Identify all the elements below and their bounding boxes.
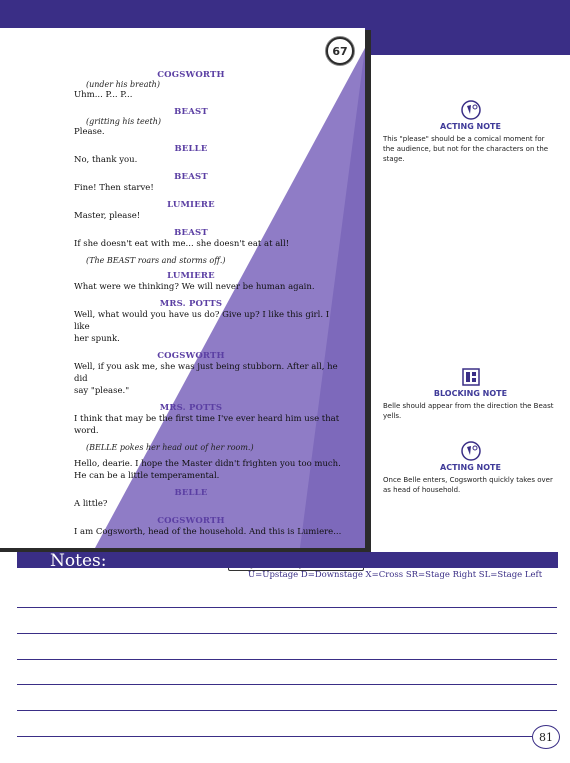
dialogue-line: If she doesn't eat with me... she doesn't eat at all! [74,239,290,249]
stage-direction: (under his breath) [86,80,160,89]
dialogue-line: Hello, dearie. I hope the Master didn't frighten you too much. [74,459,341,469]
notes-label: Notes: [50,551,107,571]
stage-direction: (BELLE pokes her head out of her room.) [86,443,254,452]
stage-direction: (gritting his teeth) [86,117,161,126]
note-line [17,633,557,634]
stage-blocking-icon [461,367,481,387]
dialogue-line: He can be a little temperamental. [74,471,220,481]
speaker-name: COGSWORTH [157,351,225,361]
script-text [74,70,344,538]
acting-note-1 [383,100,558,164]
stage-direction-legend: U=Upstage D=Downstage X=Cross SR=Stage Right SL=Stage Left [248,570,543,580]
note-title: ACTING NOTE [440,463,501,472]
dialogue-line: Please. [74,127,105,137]
note-line [17,684,557,685]
dialogue-line: Master, please! [74,211,141,221]
script-page-number: 67 [326,37,354,65]
script-page [0,28,365,548]
dialogue-line: Fine! Then starve! [74,183,154,193]
speaker-name: COGSWORTH [157,516,225,526]
dialogue-line: her spunk. [74,334,120,344]
note-body: This "please" should be a comical moment for the audience, but not for the characters on the stage. [383,135,549,163]
note-line [17,659,557,660]
speaker-name: BEAST [174,228,208,238]
dialogue-line: I think that may be the first time I've ever heard him use that word. [74,414,340,436]
dialogue-line: say "please." [74,386,130,396]
note-title: ACTING NOTE [440,122,501,131]
page-shadow [365,30,371,552]
note-body: Once Belle enters, Cogsworth quickly takes over as head of household. [383,476,553,494]
dialogue-line: Well, what would you have us do? Give up? I like this girl. I like [74,310,330,332]
note-body: Belle should appear from the direction the Beast yells. [383,402,554,420]
speaker-name: COGSWORTH [157,70,225,80]
speaker-name: LUMIERE [167,271,215,281]
stage-direction: (The BEAST roars and storms off.) [86,256,226,265]
speaker-name: LUMIERE [167,200,215,210]
speaker-name: MRS. POTTS [159,299,223,309]
blocking-note [383,367,558,421]
dialogue-line: I am Cogsworth, head of the household. And this is Lumiere... [74,527,342,537]
dialogue-line: Uhm... P... P... [74,90,133,100]
book-page-number: 81 [532,725,560,749]
speaker-name: BEAST [174,172,208,182]
dialogue-line: What were we thinking? We will never be human again. [74,282,315,292]
note-line [17,736,532,737]
dialogue-line: Well, if you ask me, she was just being stubborn. After all, he did [74,362,338,384]
note-line [17,607,557,608]
acting-mask-icon [461,441,481,461]
note-title: BLOCKING NOTE [433,389,508,398]
dialogue-line: A little? [74,499,108,509]
acting-note-2 [383,441,558,495]
dialogue-line: No, thank you. [74,155,138,165]
speaker-name: BEAST [174,107,208,117]
note-line [17,710,557,711]
speaker-name: BELLE [174,488,208,498]
speaker-name: MRS. POTTS [159,403,223,413]
speaker-name: BELLE [174,144,208,154]
acting-mask-icon [461,100,481,120]
